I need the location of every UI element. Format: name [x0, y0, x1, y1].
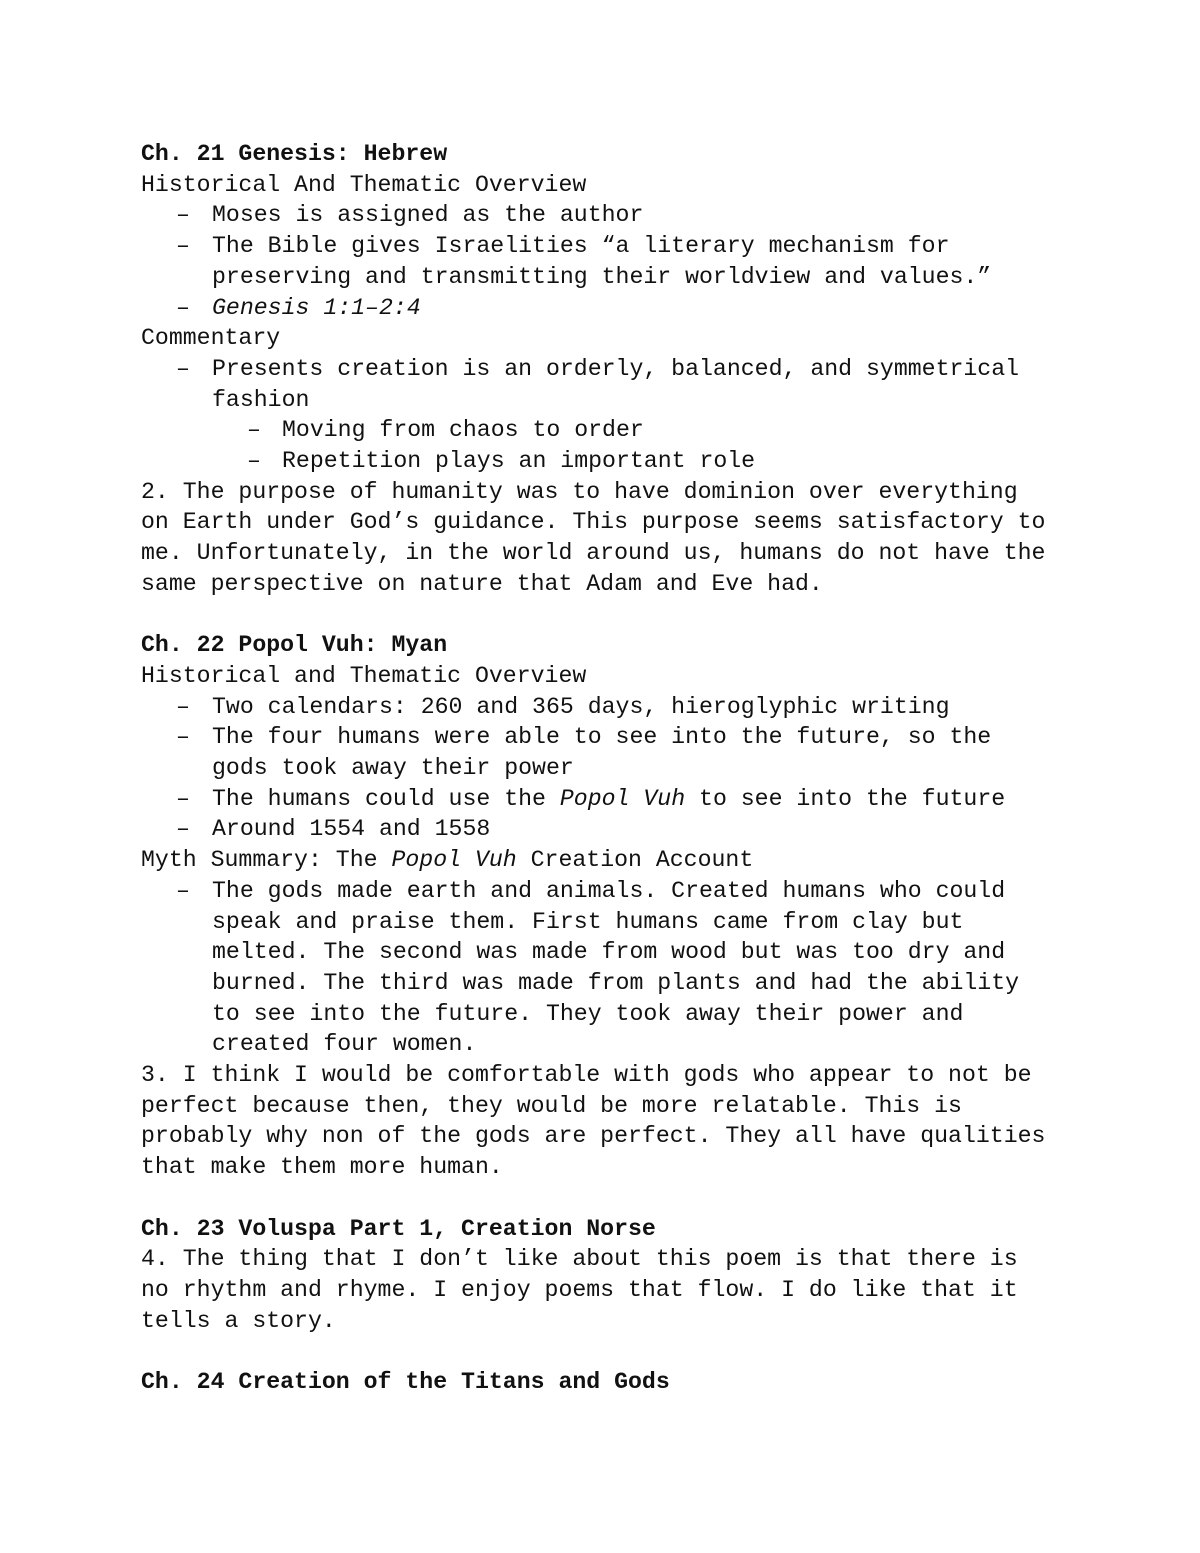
bullet-dash: –	[247, 417, 261, 444]
bullet-dash: –	[176, 785, 190, 812]
bullet-dash: –	[176, 816, 190, 843]
section-heading-ch23: Ch. 23 Voluspa Part 1, Creation Norse	[141, 1215, 656, 1242]
spacer	[141, 1336, 1101, 1367]
list-item-continuation: burned. The third was made from plants and had the ability	[212, 969, 1020, 996]
sub-list-item: – Moving from chaos to order	[141, 415, 1101, 446]
overview-label: Historical and Thematic Overview	[141, 662, 587, 689]
section-heading-ch24: Ch. 24 Creation of the Titans and Gods	[141, 1369, 670, 1396]
answer-line: tells a story.	[141, 1307, 336, 1334]
answer-line: probably why non of the gods are perfect. They all have qualities	[141, 1123, 1046, 1150]
list-item: – The gods made earth and animals. Created humans who could	[141, 876, 1101, 907]
list-item-continuation: gods took away their power	[212, 755, 574, 782]
overview-label: Historical And Thematic Overview	[141, 171, 587, 198]
answer-line: no rhythm and rhyme. I enjoy poems that flow. I do like that it	[141, 1276, 1018, 1303]
section-heading-ch21: Ch. 21 Genesis: Hebrew	[141, 141, 448, 167]
answer-line: on Earth under God’s guidance. This purpose seems satisfactory to	[141, 509, 1046, 536]
bullet-dash: –	[176, 693, 190, 720]
list-item-continuation: speak and praise them. First humans came from clay but	[212, 908, 964, 935]
list-item-continuation: fashion	[212, 386, 310, 413]
answer-line: 3. I think I would be comfortable with gods who appear to not be	[141, 1062, 1032, 1089]
myth-summary-label: Myth Summary: The Popol Vuh Creation Account	[141, 847, 754, 874]
list-item-continuation: melted. The second was made from wood but was too dry and	[212, 939, 1006, 966]
answer-line: same perspective on nature that Adam and Eve had.	[141, 570, 823, 597]
list-item: – Genesis 1:1–2:4	[141, 293, 1101, 324]
sub-list-item: – Repetition plays an important role	[141, 446, 1101, 477]
list-item: – Around 1554 and 1558	[141, 814, 1101, 845]
bullet-dash: –	[176, 355, 190, 382]
answer-line: 2. The purpose of humanity was to have dominion over everything	[141, 478, 1018, 505]
section-heading-ch22: Ch. 22 Popol Vuh: Myan	[141, 632, 448, 659]
list-item: – Presents creation is an orderly, balanced, and symmetrical	[141, 354, 1101, 385]
list-item: – Moses is assigned as the author	[141, 200, 1101, 231]
list-item-continuation: preserving and transmitting their worldview and values.”	[212, 263, 992, 290]
list-item-continuation: to see into the future. They took away their power and	[212, 1000, 964, 1027]
list-item: – Two calendars: 260 and 365 days, hieroglyphic writing	[141, 692, 1101, 723]
document-page	[141, 139, 1101, 1398]
bullet-dash: –	[176, 877, 190, 904]
bullet-dash: –	[176, 202, 190, 229]
answer-line: 4. The thing that I don’t like about this poem is that there is	[141, 1246, 1018, 1273]
bullet-dash: –	[176, 294, 190, 321]
bullet-dash: –	[176, 233, 190, 260]
list-item-continuation: created four women.	[212, 1031, 477, 1058]
bullet-dash: –	[247, 448, 261, 475]
bullet-dash: –	[176, 724, 190, 751]
answer-line: perfect because then, they would be more relatable. This is	[141, 1092, 962, 1119]
answer-line: that make them more human.	[141, 1154, 503, 1181]
list-item: – The Bible gives Israelities “a literary mechanism for	[141, 231, 1101, 262]
list-item: – The humans could use the Popol Vuh to see into the future	[141, 784, 1101, 815]
answer-line: me. Unfortunately, in the world around us, humans do not have the	[141, 540, 1046, 567]
commentary-label: Commentary	[141, 325, 281, 352]
spacer	[141, 600, 1101, 631]
spacer	[141, 1183, 1101, 1214]
list-item: – The four humans were able to see into the future, so the	[141, 722, 1101, 753]
